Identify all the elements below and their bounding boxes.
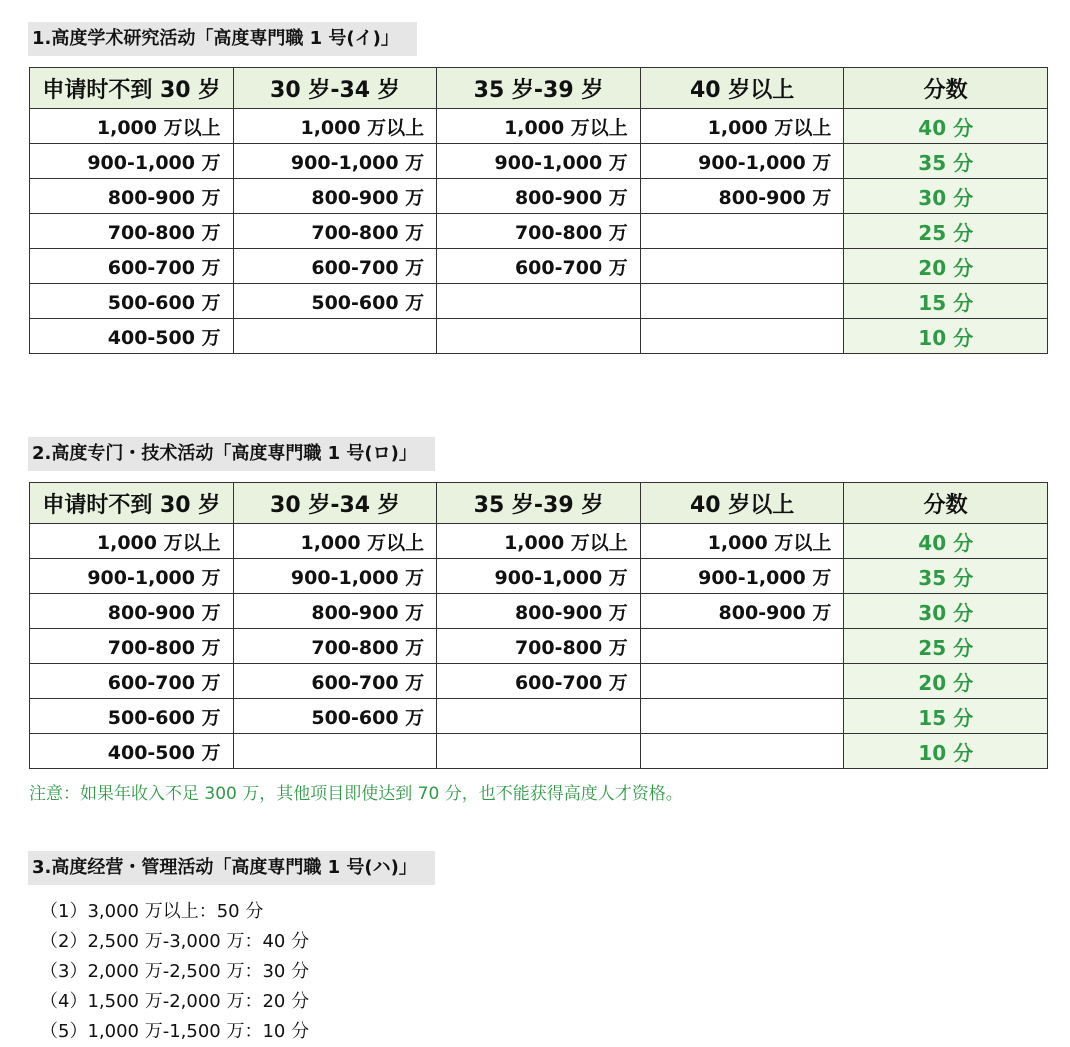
score-cell: 10 分 bbox=[844, 319, 1048, 354]
income-cell bbox=[437, 319, 641, 354]
table-row bbox=[30, 734, 1048, 769]
table-row bbox=[30, 699, 1048, 734]
income-cell: 400-500 万 bbox=[30, 734, 234, 769]
income-cell: 700-800 万 bbox=[30, 629, 234, 664]
score-cell: 20 分 bbox=[844, 249, 1048, 284]
income-cell: 700-800 万 bbox=[437, 214, 641, 249]
income-cell: 600-700 万 bbox=[30, 249, 234, 284]
income-threshold-note: 注意：如果年收入不足 300 万，其他项目即使达到 70 分，也不能获得高度人才资格。 bbox=[29, 784, 683, 804]
list-item: （1）3,000 万以上：50 分 bbox=[40, 901, 264, 922]
income-cell: 900-1,000 万 bbox=[233, 144, 437, 179]
income-cell: 800-900 万 bbox=[437, 179, 641, 214]
income-cell bbox=[640, 214, 844, 249]
score-cell: 35 分 bbox=[844, 144, 1048, 179]
income-cell: 700-800 万 bbox=[30, 214, 234, 249]
income-cell bbox=[437, 734, 641, 769]
score-cell: 15 分 bbox=[844, 284, 1048, 319]
income-cell: 1,000 万以上 bbox=[437, 524, 641, 559]
section-3-title: 3.高度经营・管理活动「高度専門職 1 号(ハ)」 bbox=[28, 851, 435, 885]
table-row bbox=[30, 284, 1048, 319]
income-cell: 900-1,000 万 bbox=[30, 559, 234, 594]
income-cell: 500-600 万 bbox=[233, 284, 437, 319]
income-cell bbox=[640, 319, 844, 354]
income-cell bbox=[640, 284, 844, 319]
income-cell bbox=[640, 629, 844, 664]
list-item: （3）2,000 万-2,500 万：30 分 bbox=[40, 961, 310, 982]
income-cell: 800-900 万 bbox=[30, 179, 234, 214]
income-cell bbox=[640, 664, 844, 699]
income-cell: 700-800 万 bbox=[233, 214, 437, 249]
table-row bbox=[30, 179, 1048, 214]
income-cell: 800-900 万 bbox=[640, 594, 844, 629]
income-cell: 700-800 万 bbox=[437, 629, 641, 664]
score-cell: 30 分 bbox=[844, 594, 1048, 629]
income-cell: 1,000 万以上 bbox=[640, 524, 844, 559]
income-cell bbox=[640, 699, 844, 734]
income-cell bbox=[640, 249, 844, 284]
income-cell: 600-700 万 bbox=[437, 249, 641, 284]
list-item: （2）2,500 万-3,000 万：40 分 bbox=[40, 931, 310, 952]
income-cell: 900-1,000 万 bbox=[640, 144, 844, 179]
table-row bbox=[30, 594, 1048, 629]
income-cell: 900-1,000 万 bbox=[437, 144, 641, 179]
income-cell: 800-900 万 bbox=[233, 594, 437, 629]
column-header: 40 岁以上 bbox=[640, 68, 844, 109]
table-row bbox=[30, 109, 1048, 144]
income-cell: 1,000 万以上 bbox=[640, 109, 844, 144]
income-cell: 1,000 万以上 bbox=[233, 109, 437, 144]
column-header: 35 岁-39 岁 bbox=[437, 68, 641, 109]
table-row bbox=[30, 629, 1048, 664]
column-header: 分数 bbox=[844, 483, 1048, 524]
income-cell: 500-600 万 bbox=[30, 699, 234, 734]
income-cell: 600-700 万 bbox=[30, 664, 234, 699]
section-1-title: 1.高度学术研究活动「高度専門職 1 号(イ)」 bbox=[28, 22, 417, 56]
column-header: 30 岁-34 岁 bbox=[233, 68, 437, 109]
management-points-list bbox=[40, 897, 309, 1047]
table-row bbox=[30, 319, 1048, 354]
income-cell: 700-800 万 bbox=[233, 629, 437, 664]
income-cell bbox=[640, 734, 844, 769]
list-item: （4）1,500 万-2,000 万：20 分 bbox=[40, 991, 310, 1012]
table-row bbox=[30, 524, 1048, 559]
column-header: 分数 bbox=[844, 68, 1048, 109]
income-points-table-2 bbox=[29, 482, 1048, 769]
column-header: 30 岁-34 岁 bbox=[233, 483, 437, 524]
income-cell: 600-700 万 bbox=[233, 249, 437, 284]
income-cell: 800-900 万 bbox=[30, 594, 234, 629]
income-cell bbox=[437, 284, 641, 319]
income-cell: 900-1,000 万 bbox=[30, 144, 234, 179]
score-cell: 30 分 bbox=[844, 179, 1048, 214]
income-cell: 500-600 万 bbox=[30, 284, 234, 319]
table-row bbox=[30, 559, 1048, 594]
column-header: 申请时不到 30 岁 bbox=[30, 68, 234, 109]
score-cell: 25 分 bbox=[844, 629, 1048, 664]
income-cell: 900-1,000 万 bbox=[640, 559, 844, 594]
column-header: 35 岁-39 岁 bbox=[437, 483, 641, 524]
column-header: 申请时不到 30 岁 bbox=[30, 483, 234, 524]
income-cell: 900-1,000 万 bbox=[233, 559, 437, 594]
income-cell bbox=[233, 319, 437, 354]
section-2-title: 2.高度专门・技术活动「高度専門職 1 号(ロ)」 bbox=[28, 437, 435, 471]
income-cell bbox=[437, 699, 641, 734]
table-row bbox=[30, 249, 1048, 284]
income-cell: 800-900 万 bbox=[233, 179, 437, 214]
income-cell bbox=[233, 734, 437, 769]
score-cell: 35 分 bbox=[844, 559, 1048, 594]
income-points-table-1 bbox=[29, 67, 1048, 354]
income-cell: 900-1,000 万 bbox=[437, 559, 641, 594]
income-cell: 1,000 万以上 bbox=[233, 524, 437, 559]
income-cell: 800-900 万 bbox=[437, 594, 641, 629]
list-item: （5）1,000 万-1,500 万：10 分 bbox=[40, 1021, 310, 1042]
income-cell: 600-700 万 bbox=[233, 664, 437, 699]
table-row bbox=[30, 214, 1048, 249]
column-header: 40 岁以上 bbox=[640, 483, 844, 524]
income-cell: 400-500 万 bbox=[30, 319, 234, 354]
score-cell: 20 分 bbox=[844, 664, 1048, 699]
income-cell: 800-900 万 bbox=[640, 179, 844, 214]
income-cell: 500-600 万 bbox=[233, 699, 437, 734]
income-cell: 1,000 万以上 bbox=[30, 109, 234, 144]
score-cell: 25 分 bbox=[844, 214, 1048, 249]
income-cell: 1,000 万以上 bbox=[437, 109, 641, 144]
score-cell: 15 分 bbox=[844, 699, 1048, 734]
score-cell: 40 分 bbox=[844, 109, 1048, 144]
table-row bbox=[30, 664, 1048, 699]
income-cell: 1,000 万以上 bbox=[30, 524, 234, 559]
table-row bbox=[30, 144, 1048, 179]
score-cell: 10 分 bbox=[844, 734, 1048, 769]
score-cell: 40 分 bbox=[844, 524, 1048, 559]
income-cell: 600-700 万 bbox=[437, 664, 641, 699]
